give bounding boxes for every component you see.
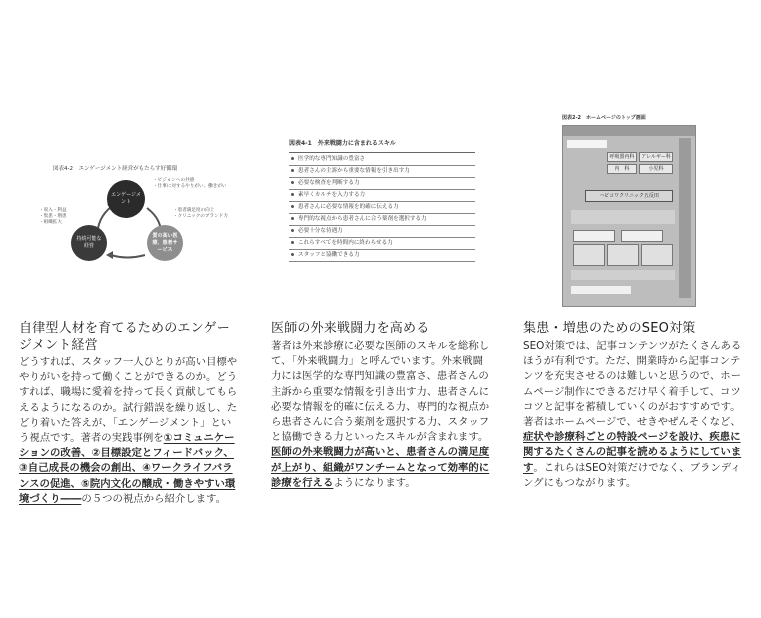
body-text: の５つの視点から紹介します。: [81, 492, 226, 505]
skill-item-label: 素早くカルテを入力する力: [298, 192, 366, 198]
skill-item: [289, 178, 475, 190]
skill-item-label: これらすべてを時間内に終わらせる力: [298, 240, 393, 246]
bullet-icon: [291, 205, 294, 208]
skill-item-label: 必要な検査を判断する力: [298, 180, 360, 186]
node-right: 質の高い医療、患者サービス: [147, 225, 183, 261]
skill-item: [289, 202, 475, 214]
column-body: [523, 339, 747, 491]
column-title: 医師の外来戦闘力を高める: [271, 321, 430, 336]
figure-engagement-cycle: [35, 160, 235, 270]
figure-caption: 図表4-2 エンゲージメント経営がもたらす好循環: [53, 166, 178, 172]
body-highlight: 医師の外来戦闘力が高いと、患者さんの満足度が上がり、組織がワンチームとなって効率的に診療を行える: [271, 446, 490, 489]
column-title: 集患・増患のためのSEO対策: [523, 321, 696, 336]
bullet-icon: [291, 253, 294, 256]
tab-internal: 内 科: [607, 164, 637, 174]
column-body: [271, 339, 493, 491]
tab-respiratory: 呼吸器内科: [607, 152, 637, 162]
bullet-icon: [291, 241, 294, 244]
node-left: 持続可能な経営: [71, 225, 107, 261]
figure-homepage-screenshot: [562, 115, 694, 305]
logo-banner: ハピコワクリニック五反田: [585, 190, 673, 202]
note-right-top: ・ビジョンへの共感 ・仕事に対するやりがい、働きがい: [153, 178, 227, 189]
skill-item-label: 医学的な専門知識の豊富さ: [298, 156, 366, 162]
skill-item-label: スタッフと協働できる力: [298, 252, 360, 258]
skill-item: [289, 190, 475, 202]
tab-allergy: アレルギー科: [639, 152, 673, 162]
skill-item: [289, 238, 475, 250]
body-highlight: ①コミュニケーションの改善、②目標設定とフィードバック、③自己成長の機会の創出、④ワークライフバランスの促進、⑤院内文化の醸成・働きやすい環境づくり――: [19, 432, 236, 505]
body-highlight: 症状や診療科ごとの特設ページを設け、疾患に関するたくさんの記事を読めるようにしています: [523, 431, 742, 474]
bullet-icon: [291, 193, 294, 196]
body-text: 。これらはSEO対策だけでなく、ブランディングにもつながります。: [523, 461, 741, 489]
figure-skill-list: [285, 140, 485, 270]
body-text: ようになります。: [333, 476, 416, 489]
skill-item-label: 患者さんに必要な情報を的確に伝える力: [298, 204, 399, 210]
note-right-bottom: ・患者満足度の向上 ・クリニックのブランド力: [173, 208, 228, 219]
bullet-icon: [291, 217, 294, 220]
bullet-icon: [291, 157, 294, 160]
note-left: ・収入・利益 ・集患・増患 ・組織拡大: [39, 208, 67, 225]
center-node: エンゲージメント: [107, 180, 145, 218]
bullet-icon: [291, 181, 294, 184]
figure-caption: 図表4-1 外来戦闘力に含まれるスキル: [289, 140, 396, 147]
column-title: 自律型人材を育てるためのエンゲージメント経営: [19, 321, 230, 353]
body-text: 著者は外来診療に必要な医師のスキルを総称して、「外来戦闘力」と呼んでいます。外来戦闘力には医学的な専門知識の豊富さ、患者さんの主訴から重要な情報を引き出す力、患者さんに必要な情報を的確に伝える力、専門的な視点から患者さんに合う薬剤を選択する力、スタッフと協働できる力といったスキルが含まれます。: [271, 340, 490, 444]
column-body: [19, 355, 241, 507]
bullet-icon: [291, 169, 294, 172]
skill-item-label: 専門的な視点から患者さんに合う薬剤を選択する力: [298, 216, 427, 222]
skill-item: [289, 250, 475, 262]
bullet-icon: [291, 229, 294, 232]
tab-pediatrics: 小児科: [639, 164, 673, 174]
skill-item-label: 必要十分な待遇力: [298, 228, 343, 234]
skill-item: [289, 226, 475, 238]
skill-item: [289, 214, 475, 226]
homepage-thumbnail: [562, 125, 696, 307]
figure-caption: 図表2-2 ホームページのトップ画面: [562, 115, 646, 121]
skill-item: [289, 166, 475, 178]
skill-item: [289, 154, 475, 166]
body-text: SEO対策では、記事コンテンツがたくさんあるほうが有利です。ただ、開業時から記事コンテンツを充実させるのは難しいと思うので、ホームページ制作にできるだけ早く着手して、コツコツと記事を蓄積していくのがおすすめです。著者はホームページで、せきやぜんそくなど、: [523, 340, 742, 429]
body-text: どうすれば、スタッフ一人ひとりが高い目標ややりがいを持って働くことができるのか。どうすれば、職場に愛着を持って長く貢献してもらえるようになるのか。試行錯誤を繰り返し、たどり着いた答えが、「エンゲージメント」という視点です。著者の実践事例を: [19, 356, 238, 445]
skill-item-label: 患者さんの主訴から重要な情報を引き出す力: [298, 168, 410, 174]
